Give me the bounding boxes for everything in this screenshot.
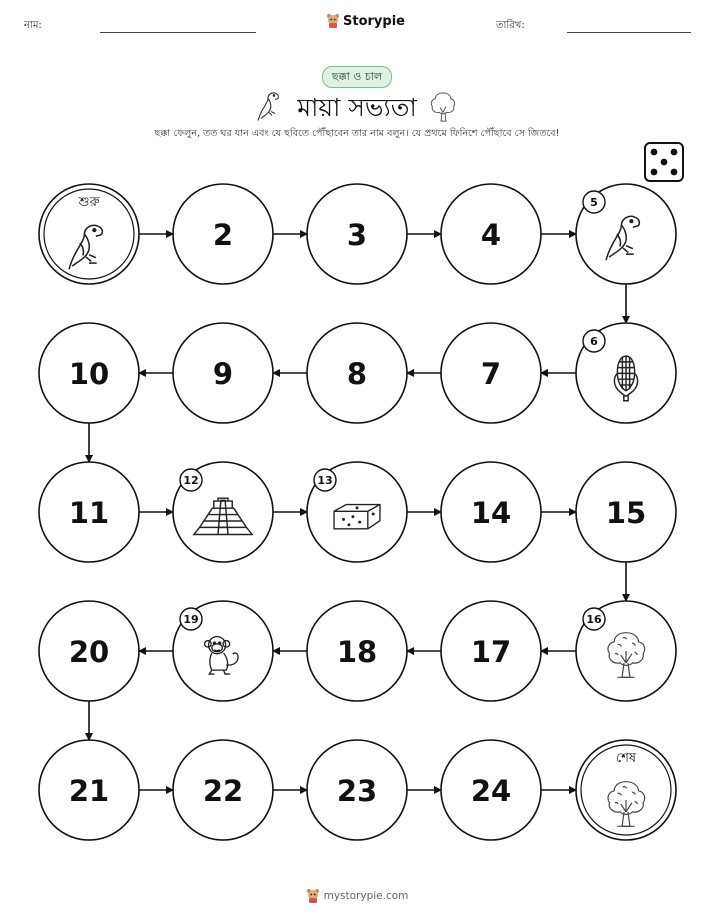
cell-badge: 6: [590, 335, 598, 348]
board-cell-25[interactable]: [576, 740, 676, 840]
cell-number: 4: [480, 218, 502, 252]
instructions: ছক্কা ফেলুন, তত ঘর যান এবং যে ছবিতে পৌঁছাবেন তার নাম বলুন। যে প্রথমে ফিনিশে পৌঁছাবে সে জিতবে!: [154, 128, 560, 139]
cell-number: 10: [68, 357, 110, 391]
board-cell-19[interactable]: [173, 601, 273, 701]
board-cell-8[interactable]: [307, 323, 407, 423]
cell-number: 21: [68, 774, 110, 808]
cell-number: 11: [68, 496, 110, 530]
board-cell-6[interactable]: [576, 323, 676, 423]
board-cell-21[interactable]: [39, 740, 139, 840]
board-cell-4[interactable]: [441, 184, 541, 284]
board-cell-12[interactable]: [173, 462, 273, 562]
board-cell-23[interactable]: [307, 740, 407, 840]
board-cell-20[interactable]: [39, 601, 139, 701]
activity-tag: ছক্কা ও চাল: [322, 66, 392, 88]
board-cell-17[interactable]: [441, 601, 541, 701]
cell-badge: 19: [183, 613, 199, 626]
cell-number: 23: [336, 774, 378, 808]
cell-number: 9: [212, 357, 234, 391]
brand-name: Storypie: [343, 13, 405, 29]
board-cell-5[interactable]: [576, 184, 676, 284]
date-label: তারিখ:: [496, 20, 525, 31]
board-cell-11[interactable]: [39, 462, 139, 562]
name-label: নাম:: [24, 20, 42, 31]
cell-badge: 5: [590, 196, 598, 209]
board-cell-7[interactable]: [441, 323, 541, 423]
board-cell-1[interactable]: [39, 184, 139, 284]
cell-badge: 16: [586, 613, 602, 626]
cell-number: 22: [202, 774, 244, 808]
board-cell-16[interactable]: [576, 601, 676, 701]
board-cell-14[interactable]: [441, 462, 541, 562]
cell-number: 2: [212, 218, 234, 252]
footer-mascot-icon: [306, 888, 320, 904]
footer-url[interactable]: mystorypie.com: [323, 890, 409, 902]
board-cell-3[interactable]: [307, 184, 407, 284]
board-cells: [39, 184, 676, 840]
cell-number: 14: [470, 496, 512, 530]
board-cell-22[interactable]: [173, 740, 273, 840]
cell-number: 15: [605, 496, 647, 530]
board-cell-15[interactable]: [576, 462, 676, 562]
cell-number: 18: [336, 635, 378, 669]
end-label: শেষ: [615, 751, 637, 766]
board-cell-9[interactable]: [173, 323, 273, 423]
footer: [0, 888, 714, 904]
cell-badge: 12: [183, 474, 199, 487]
dice-icon: [645, 143, 683, 181]
cell-number: 8: [346, 357, 368, 391]
page-title: মায়া সভ্যতা: [297, 93, 417, 122]
board-cell-18[interactable]: [307, 601, 407, 701]
cell-number: 7: [480, 357, 502, 391]
board-cell-2[interactable]: [173, 184, 273, 284]
board-cell-24[interactable]: [441, 740, 541, 840]
cell-badge: 13: [317, 474, 333, 487]
cell-number: 3: [346, 218, 368, 252]
start-label: শুরু: [78, 195, 100, 210]
board-cell-10[interactable]: [39, 323, 139, 423]
board-cell-13[interactable]: [307, 462, 407, 562]
cell-number: 24: [470, 774, 512, 808]
cell-number: 20: [68, 635, 110, 669]
cell-number: 17: [470, 635, 512, 669]
